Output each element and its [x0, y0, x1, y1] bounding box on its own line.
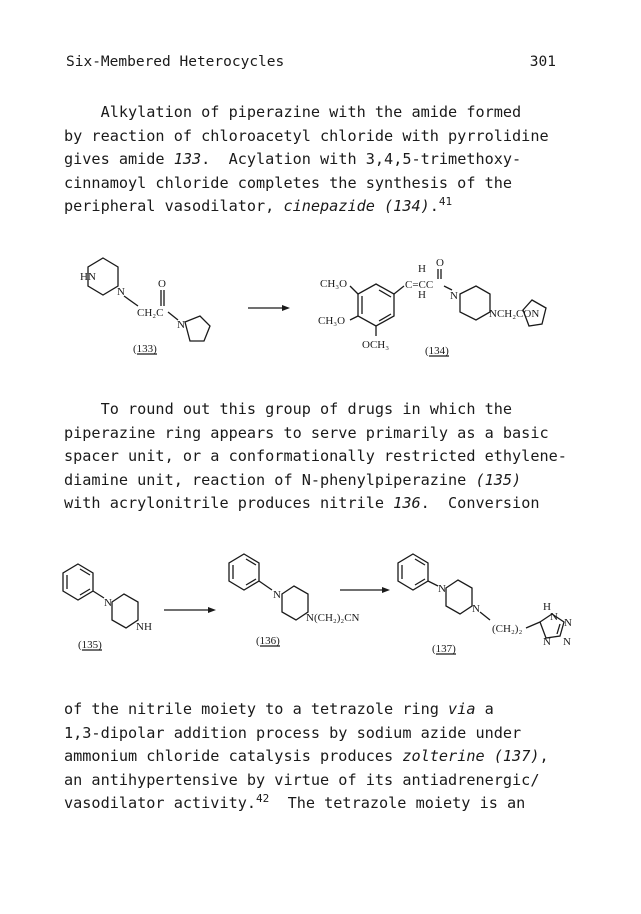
compound-label: (133)	[133, 343, 157, 355]
atom-label: H	[543, 601, 551, 613]
text-run: . Conversion	[420, 494, 540, 513]
atom-label: N	[438, 583, 446, 595]
italic-run: 133	[173, 150, 202, 169]
substituent-label: OCH₃	[362, 339, 390, 351]
reaction-arrow	[248, 305, 290, 311]
text-run: To round out this group of drugs in which the	[64, 400, 513, 418]
atom-label: N	[450, 290, 458, 302]
substituent-label: CH₃O	[318, 315, 346, 327]
atom-label: NH	[136, 621, 152, 633]
compound-134	[318, 257, 546, 357]
compound-133	[80, 258, 210, 355]
footnote-reference: 42	[256, 792, 270, 806]
atom-label: N	[273, 589, 281, 601]
italic-run: cinepazide (134)	[283, 197, 430, 216]
atom-label: N	[564, 617, 572, 629]
text-line	[64, 172, 564, 196]
atom-label: N	[563, 636, 571, 648]
compound-label: (134)	[425, 345, 449, 357]
piperazine-ring	[460, 286, 490, 320]
piperazine-ring	[112, 594, 138, 628]
text-run: ammonium chloride catalysis produces	[64, 747, 403, 766]
text-run: . Acylation with 3,4,5-trimethoxy-	[201, 150, 522, 169]
text-line	[64, 148, 564, 172]
atom-label: H	[418, 263, 426, 275]
text-line	[64, 698, 564, 722]
text-line	[64, 792, 564, 816]
text-run: peripheral vasodilator,	[64, 197, 284, 216]
atom-label: N	[550, 611, 558, 623]
compound-137	[398, 554, 572, 655]
atom-label: N	[117, 286, 125, 298]
italic-run: (135)	[475, 470, 522, 489]
text-run: vasodilator activity.	[64, 794, 257, 813]
text-run: Alkylation of piperazine with the amide formed	[64, 103, 522, 121]
italic-run: 136	[393, 494, 421, 513]
paragraph-1	[64, 101, 564, 219]
text-line	[64, 195, 564, 219]
atom-label: CH₂C	[137, 307, 164, 319]
substituent-label: CH₃O	[320, 278, 348, 290]
text-line	[64, 422, 564, 446]
text-run: ,	[539, 747, 549, 766]
paragraph-3	[64, 698, 564, 816]
text-run: 1,3-dipolar addition process by sodium azide under	[64, 723, 522, 742]
substituent-label: (CH₂)₂	[492, 623, 523, 635]
reaction-scheme-2	[0, 548, 641, 658]
running-header	[66, 54, 556, 70]
reaction-scheme-1	[0, 250, 641, 370]
running-title: Six-Membered Heterocycles	[66, 54, 285, 70]
text-run: The tetrazole moiety is an	[269, 794, 526, 813]
text-run: gives amide	[64, 150, 174, 169]
text-line	[64, 101, 564, 125]
page-number: 301	[529, 54, 556, 70]
text-run: a	[475, 700, 494, 718]
compound-label: (137)	[432, 643, 456, 655]
text-run: with acrylonitrile produces nitrile	[64, 494, 394, 513]
atom-label: C=CC	[405, 279, 434, 291]
text-run: of the nitrile moiety to a tetrazole ring	[64, 700, 449, 718]
text-line	[64, 398, 564, 422]
text-run: diamine unit, reaction of N-phenylpiperazine	[64, 470, 476, 489]
text-run: cinnamoyl chloride completes the synthesis of the	[64, 173, 513, 192]
atom-label: O	[158, 278, 166, 290]
atom-label: H	[418, 289, 426, 301]
footnote-reference: 41	[438, 195, 453, 209]
pyrrolidine-ring	[185, 316, 210, 341]
text-run: an antihypertensive by virtue of its antiadrenergic/	[64, 770, 540, 789]
text-line	[64, 769, 564, 793]
atom-label: O	[436, 257, 444, 269]
compound-label: (135)	[78, 639, 102, 651]
text-line	[64, 125, 564, 149]
compound-135	[63, 564, 152, 651]
compound-136	[229, 554, 360, 647]
atom-label: N	[177, 319, 185, 331]
reaction-arrow	[340, 587, 390, 593]
atom-label: N	[104, 597, 112, 609]
benzene-ring	[358, 284, 394, 326]
text-line	[64, 445, 567, 469]
reaction-arrow	[164, 607, 216, 613]
text-run: piperazine ring appears to serve primarily as a basic	[64, 423, 549, 442]
atom-label: N	[543, 636, 551, 648]
text-line	[64, 492, 564, 516]
compound-label: (136)	[256, 635, 280, 647]
paragraph-2	[64, 398, 567, 516]
text-run: .	[429, 197, 439, 216]
piperazine-ring	[446, 580, 472, 614]
text-line	[64, 722, 564, 746]
atom-label: HN	[80, 271, 96, 283]
text-line	[64, 745, 564, 769]
piperazine-ring	[282, 586, 308, 620]
atom-label: N	[472, 603, 480, 615]
atom-label: NCH₂CON	[489, 308, 540, 320]
italic-run: zolterine (137)	[402, 747, 540, 766]
text-run: spacer unit, or a conformationally restricted ethylene-	[64, 447, 567, 466]
text-line	[64, 469, 564, 493]
text-run: by reaction of chloroacetyl chloride with pyrrolidine	[64, 126, 549, 145]
italic-run: via	[448, 700, 476, 718]
substituent-label: N(CH₂)₂CN	[306, 612, 360, 624]
